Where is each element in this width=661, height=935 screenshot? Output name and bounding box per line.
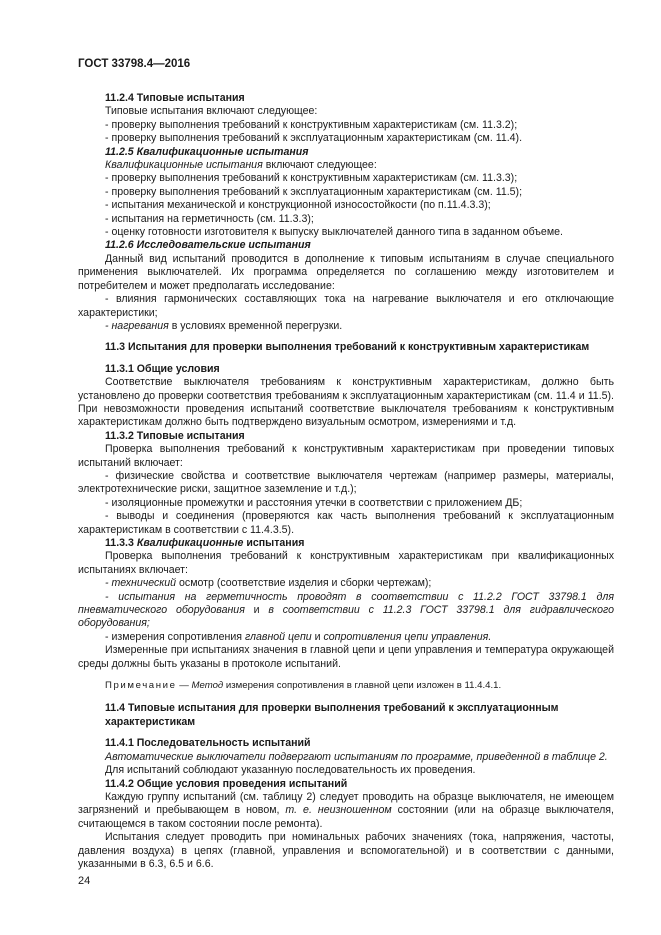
emphasis-text: в соответствии с 11.2.3 ГОСТ 33798.1 для гидравлического оборудования; bbox=[78, 604, 614, 630]
document-code-header: ГОСТ 33798.4—2016 bbox=[78, 58, 191, 70]
section-11-4-2-text bbox=[78, 791, 614, 831]
list-item bbox=[78, 320, 614, 333]
section-11-2-5-intro bbox=[78, 159, 614, 172]
section-11-4-2-text2: Испытания следует проводить при номинальных рабочих значениях (тока, напряжения, частоты, давления воздуха) в цепях (главной, управления и вспомогательной) и в соответствии с данными, указанными в 6.3, 6.5 и 6.6. bbox=[78, 831, 614, 870]
plain-text: - измерения сопротивления bbox=[105, 630, 245, 643]
emphasis-text: сопротивления цепи управления. bbox=[323, 630, 492, 643]
section-11-4-heading: 11.4 Типовые испытания для проверки выполнения требований к эксплуатационным характеристикам bbox=[105, 702, 559, 728]
section-11-2-4-heading: 11.2.4 Типовые испытания bbox=[105, 92, 245, 104]
list-item: - проверку выполнения требований к эксплуатационным характеристикам (см. 11.4). bbox=[105, 132, 523, 145]
section-11-4-2-heading: 11.4.2 Общие условия проведения испытаний bbox=[105, 777, 348, 790]
emphasis-text: - технический bbox=[105, 577, 177, 590]
page-number: 24 bbox=[78, 875, 91, 887]
note-text: измерения сопротивления в главной цепи изложен в 11.4.4.1. bbox=[223, 680, 502, 692]
section-11-4-1-heading: 11.4.1 Последовательность испытаний bbox=[105, 737, 311, 750]
section-11-3-heading: 11.3 Испытания для проверки выполнения требований к конструктивным характеристикам bbox=[105, 341, 590, 354]
section-11-3-2-intro: Проверка выполнения требований к конструктивным характеристикам при проведении типовых испытаний включает: bbox=[78, 443, 614, 469]
note-dash: — bbox=[176, 680, 192, 692]
heading-number: 11.3.3 bbox=[105, 537, 137, 549]
section-11-2-5-heading: 11.2.5 Квалификационные испытания bbox=[105, 145, 309, 158]
list-item: - влияния гармонических составляющих тока на нагревание выключателя и его отключающие характеристики; bbox=[78, 293, 614, 319]
list-item: - физические свойства и соответствие выключателя чертежам (например размеры, материалы, электротехнические риски, защитное заземление и т.д.); bbox=[78, 469, 614, 496]
section-11-3-1-text: Соответствие выключателя требованиям к конструктивным характеристикам, должно быть установлено до проверки соответствия требованиям к эксплуатационным характеристикам (см. 11.4 и 11.5). При невозможности проведения испытаний соответствие выключателя требованиям к конструктивным характеристикам должно быть подтверждено визуальным осмотром, измерениями и т.д. bbox=[78, 376, 614, 429]
emphasis-text: Квалификационные испытания bbox=[105, 159, 263, 172]
section-11-2-6-heading: 11.2.6 Исследовательские испытания bbox=[105, 239, 311, 252]
note bbox=[78, 679, 614, 692]
emphasis-text: Метод bbox=[191, 680, 224, 692]
list-item: - проверку выполнения требований к эксплуатационным характеристикам (см. 11.5); bbox=[105, 185, 523, 198]
section-11-3-3-heading bbox=[78, 537, 614, 550]
section-11-4-1-text bbox=[78, 751, 614, 764]
section-11-3-3-intro: Проверка выполнения требований к конструктивным характеристикам при квалификационных испытаниях включает: bbox=[78, 550, 614, 576]
list-item: - испытания механической и конструкционной износостойкости (по п.11.4.3.3); bbox=[105, 199, 491, 212]
section-11-3-3-text: Измеренные при испытаниях значения в главной цепи и цепи управления и температура окружающей среды должны быть указаны в протоколе испытаний. bbox=[78, 644, 614, 670]
list-item: - выводы и соединения (проверяются как часть выполнения требований к эксплуатационным характеристикам в соответствии с 11.4.3.5). bbox=[78, 510, 614, 536]
plain-text: и bbox=[311, 630, 324, 643]
section-11-2-4-intro: Типовые испытания включают следующее: bbox=[105, 105, 318, 118]
section-11-2-6-text: Данный вид испытаний проводится в дополнение к типовым испытаниям в случае специального применения выключателей. Их программа определяется по соглашению между изготовителем и потребителем и может предполагать исследование: bbox=[78, 252, 614, 292]
plain-text: осмотр (соответствие изделия и сборки чертежам); bbox=[176, 577, 432, 590]
emphasis-text: Автоматические выключатели подвергают испытаниям по программе, приведенной в таблице 2. bbox=[105, 750, 608, 763]
list-item: - проверку выполнения требований к конструктивным характеристикам (см. 11.3.2); bbox=[105, 118, 518, 131]
document-body bbox=[78, 92, 614, 871]
list-item: - оценку готовности изготовителя к выпуску выключателей данного типа в заданном объеме. bbox=[105, 226, 563, 239]
note-label: Примечание bbox=[105, 680, 177, 692]
plain-text: состоянии (или на образце выключателя, считающемся в таком состоянии после ремонта). bbox=[78, 804, 614, 830]
section-11-3-2-heading: 11.3.2 Типовые испытания bbox=[105, 429, 245, 442]
list-item bbox=[78, 577, 614, 590]
list-item: - проверку выполнения требований к конструктивным характеристикам (см. 11.3.3); bbox=[105, 172, 518, 185]
list-item bbox=[78, 631, 614, 644]
emphasis-text: т. е. неизношенном bbox=[285, 804, 392, 817]
plain-text: включают следующее: bbox=[262, 159, 377, 172]
emphasis-text: Квалификационные bbox=[136, 537, 244, 549]
plain-text: Каждую группу испытаний (см. таблицу 2) следует проводить на образце выключателя, не имеющем загрязнений и пребывающем в новом, bbox=[78, 790, 614, 817]
emphasis-text: - испытания на герметичность проводят в соответствии с 11.2.2 ГОСТ 33798.1 для пневматического оборудования bbox=[78, 590, 614, 617]
list-item: - испытания на герметичность (см. 11.3.3); bbox=[105, 212, 314, 225]
plain-text: и bbox=[244, 604, 269, 617]
plain-text: в условиях временной перегрузки. bbox=[168, 319, 343, 332]
section-11-3-1-heading: 11.3.1 Общие условия bbox=[105, 362, 220, 375]
emphasis-text: - нагревания bbox=[105, 319, 169, 332]
plain-text: испытания bbox=[243, 537, 305, 549]
list-item: - изоляционные промежутки и расстояния утечки в соответствии с приложением ДБ; bbox=[105, 496, 523, 509]
list-item bbox=[78, 591, 614, 631]
section-11-4-1-text2: Для испытаний соблюдают указанную последовательность их проведения. bbox=[105, 764, 476, 777]
emphasis-text: главной цепи bbox=[244, 630, 312, 643]
